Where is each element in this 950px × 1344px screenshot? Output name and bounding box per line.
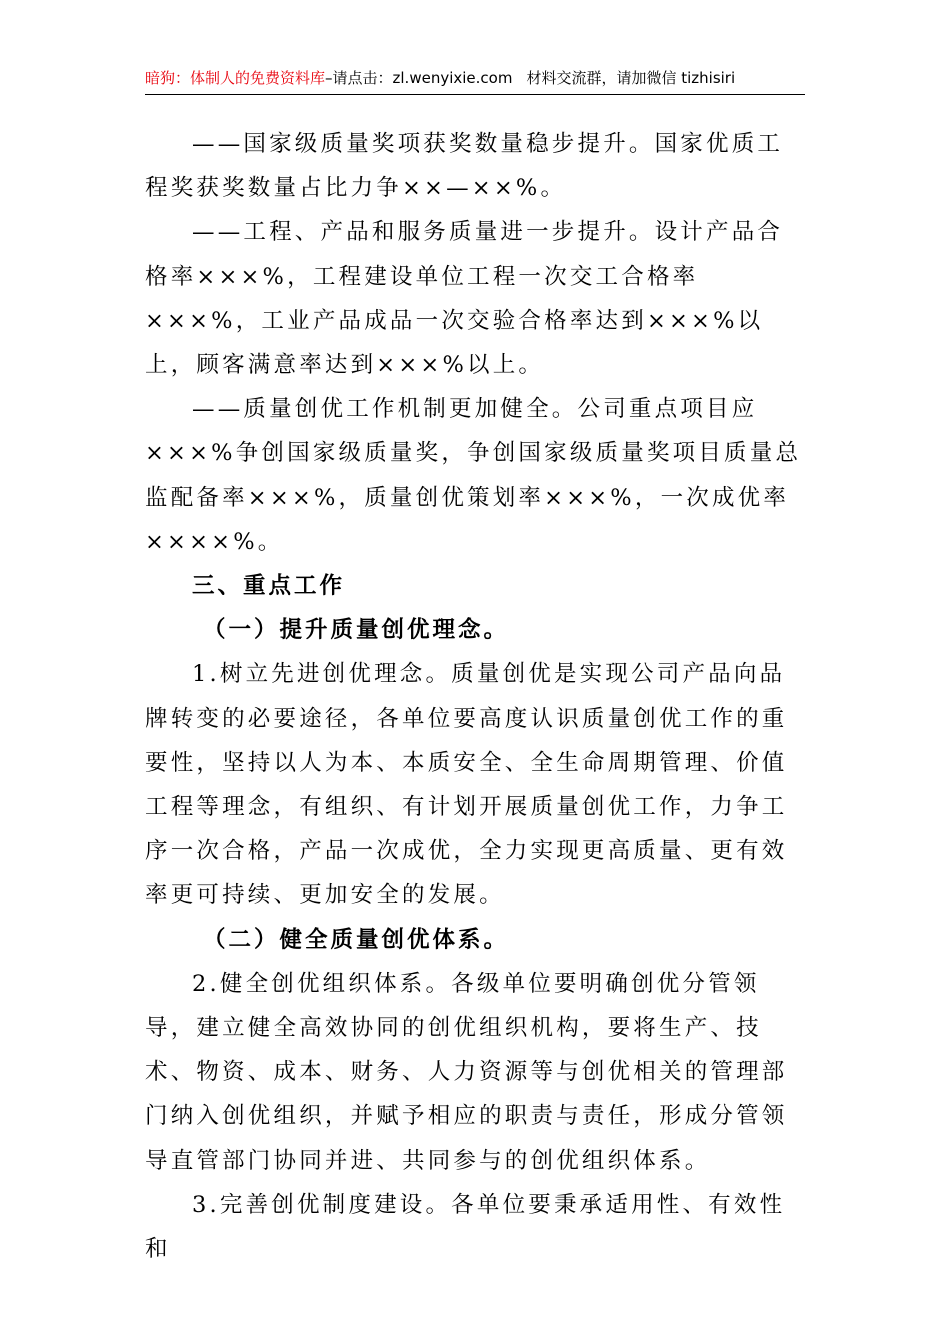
section-heading-key-work: 三、重点工作 (192, 573, 346, 600)
page-header (145, 66, 805, 95)
header-site-name: 暗狗：体制人的免费资料库 (145, 69, 326, 87)
paragraph-institution: 3.完善创优制度建设。各单位要秉承适用性、有效性和 (145, 1191, 786, 1263)
paragraph-concept: 1.树立先进创优理念。质量创优是实现公司产品向品牌转变的必要途径，各单位要高度认识质量创优工作的重要性，坚持以人为本、本质安全、全生命周期管理、价值工程等理念，有组织、有计划开展质量创优工作，力争工序一次合格，产品一次成优，全力实现更高质量、更有效率更可持续、更加安全的发展。 (145, 661, 788, 909)
header-contact-text: 材料交流群，请加微信 tizhisiri (526, 69, 736, 87)
subheading-concept: （一）提升质量创优理念。 (203, 617, 510, 644)
document-body (145, 122, 805, 1271)
paragraph-product-quality: ——工程、产品和服务质量进一步提升。设计产品合格率×××%，工程建设单位工程一次交工合格率×××%，工业产品成品一次交验合格率达到×××%以上，顾客满意率达到×××%以上。 (145, 219, 784, 379)
paragraph-mechanism: ——质量创优工作机制更加健全。公司重点项目应×××%争创国家级质量奖，争创国家级质量奖项目质量总监配备率×××%，质量创优策划率×××%，一次成优率××××%。 (145, 396, 802, 555)
paragraph-quality-awards: ——国家级质量奖项获奖数量稳步提升。国家优质工程奖获奖数量占比力争××—××%。 (145, 131, 784, 202)
subheading-system: （二）健全质量创优体系。 (203, 926, 510, 953)
paragraph-organization: 2.健全创优组织体系。各级单位要明确创优分管领导，建立健全高效协同的创优组织机构，要将生产、技术、物资、成本、财务、人力资源等与创优相关的管理部门纳入创优组织，并赋予相应的职责与责任，形成分管领导直管部门协同并进、共同参与的创优组织体系。 (145, 970, 788, 1174)
header-link-text[interactable]: –请点击：zl.wenyixie.com (325, 69, 513, 87)
